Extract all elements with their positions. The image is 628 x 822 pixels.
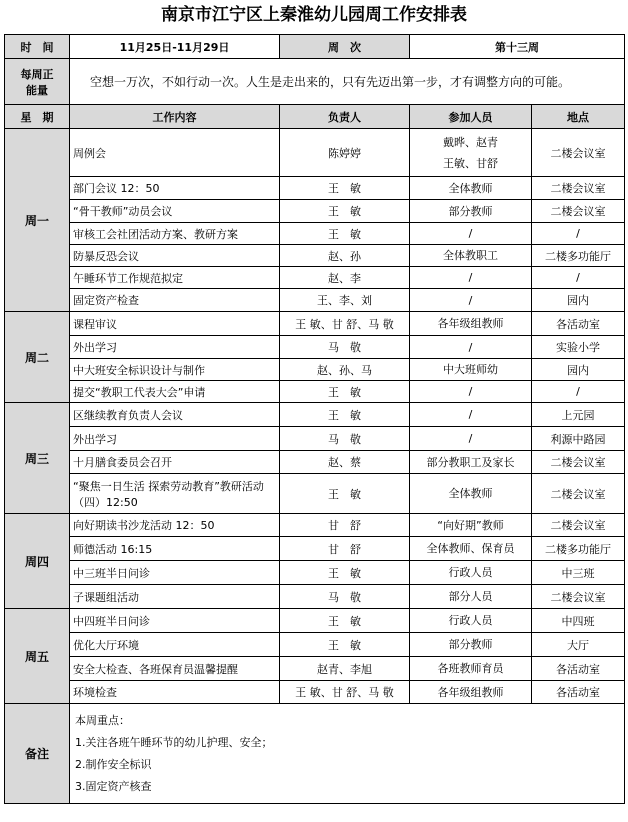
participants-cell — [410, 427, 532, 451]
motto-label-line2: 能量 — [26, 83, 48, 97]
task-cell: 审核工会社团活动方案、教研方案 — [70, 223, 280, 245]
info-row — [5, 35, 625, 59]
task-cell: 中四班半日问诊 — [70, 609, 280, 633]
task-cell: 外出学习 — [70, 427, 280, 451]
owner-cell: 王 敏、甘 舒、马 敬 — [280, 312, 410, 336]
notes-line: 本周重点： — [75, 713, 130, 727]
location-cell: 二楼多功能厅 — [532, 245, 625, 267]
table-row — [5, 427, 625, 451]
participant: / — [468, 271, 473, 284]
participant: 部分教师 — [448, 638, 493, 651]
date-range: 11月25日-11月29日 — [70, 35, 280, 59]
day-label: 周五 — [5, 609, 70, 704]
owner-cell: 王、李、刘 — [280, 289, 410, 312]
location-cell: 二楼会议室 — [532, 200, 625, 223]
table-row — [5, 245, 625, 267]
table-row — [5, 289, 625, 312]
notes-line: 2.制作安全标识 — [75, 757, 152, 771]
task-cell: 防暴反恐会议 — [70, 245, 280, 267]
location-cell: 各活动室 — [532, 681, 625, 704]
participant: 戴晔、赵青 — [443, 135, 498, 149]
participant: / — [468, 385, 473, 398]
location-cell: 二楼会议室 — [532, 177, 625, 200]
participant: / — [468, 432, 473, 445]
location-cell: 二楼会议室 — [532, 474, 625, 514]
owner-cell: 王 敏 — [280, 177, 410, 200]
participants-cell — [410, 514, 532, 537]
notes-line: 1.关注各班午睡环节的幼儿护理、安全； — [75, 735, 273, 749]
participant: 部分教师 — [448, 204, 493, 218]
header-day: 星 期 — [5, 105, 70, 129]
participants-cell — [410, 245, 532, 267]
table-row — [5, 609, 625, 633]
owner-cell: 马 敬 — [280, 336, 410, 359]
table-row — [5, 223, 625, 245]
table-row — [5, 514, 625, 537]
participant: 全体教师、保育员 — [426, 542, 515, 555]
notes-line: 3.固定资产核查 — [75, 779, 152, 793]
location-cell: / — [532, 381, 625, 403]
task-cell: “聚焦一日生活 探索劳动教育”教研活动（四）12:50 — [70, 474, 280, 514]
location-cell: / — [532, 267, 625, 289]
participants-cell — [410, 129, 532, 177]
owner-cell: 王 敏、甘 舒、马 敬 — [280, 681, 410, 704]
task-cell: 部门会议 12：50 — [70, 177, 280, 200]
task-cell: 午睡环节工作规范拟定 — [70, 267, 280, 289]
participant: 全体教师 — [448, 487, 493, 500]
owner-cell: 甘 舒 — [280, 514, 410, 537]
location-cell: 上元园 — [532, 403, 625, 427]
motto-label — [5, 59, 70, 105]
participants-cell — [410, 537, 532, 561]
task-cell: 提交“教职工代表大会”申请 — [70, 381, 280, 403]
task-cell: “骨干教师”动员会议 — [70, 200, 280, 223]
participant: 王敏、甘舒 — [443, 156, 498, 170]
table-row — [5, 336, 625, 359]
owner-cell: 王 敏 — [280, 633, 410, 657]
task-cell: 环境检查 — [70, 681, 280, 704]
motto-label-line1: 每周正 — [20, 67, 54, 81]
table-row — [5, 200, 625, 223]
table-row — [5, 359, 625, 381]
week-value: 第十三周 — [410, 35, 625, 59]
table-row — [5, 561, 625, 585]
participants-cell — [410, 289, 532, 312]
participant: / — [468, 408, 473, 421]
table-row — [5, 403, 625, 427]
location-cell: 二楼会议室 — [532, 129, 625, 177]
participant: 各年级组教师 — [437, 317, 504, 330]
task-cell: 优化大厅环境 — [70, 633, 280, 657]
participant: 部分教职工及家长 — [426, 455, 515, 469]
owner-cell: 王 敏 — [280, 474, 410, 514]
location-cell: 各活动室 — [532, 312, 625, 336]
location-cell: / — [532, 223, 625, 245]
participants-cell — [410, 336, 532, 359]
task-cell: 区继续教育负责人会议 — [70, 403, 280, 427]
task-cell: 外出学习 — [70, 336, 280, 359]
task-cell: 师德活动 16:15 — [70, 537, 280, 561]
owner-cell: 赵、李 — [280, 267, 410, 289]
owner-cell: 陈婷婷 — [280, 129, 410, 177]
participant: 行政人员 — [448, 566, 493, 579]
location-cell: 二楼会议室 — [532, 585, 625, 609]
time-label: 时 间 — [5, 35, 70, 59]
header-task: 工作内容 — [70, 105, 280, 129]
table-row — [5, 451, 625, 474]
location-cell: 二楼会议室 — [532, 514, 625, 537]
table-row — [5, 681, 625, 704]
location-cell: 各活动室 — [532, 657, 625, 681]
day-label: 周一 — [5, 129, 70, 312]
participants-cell — [410, 474, 532, 514]
notes-row — [5, 704, 625, 804]
participants-cell — [410, 451, 532, 474]
participant: / — [468, 293, 473, 307]
table-row — [5, 474, 625, 514]
header-location: 地点 — [532, 105, 625, 129]
table-row — [5, 585, 625, 609]
location-cell: 中四班 — [532, 609, 625, 633]
task-cell: 中大班安全标识设计与制作 — [70, 359, 280, 381]
participant: 行政人员 — [448, 614, 493, 627]
table-row — [5, 177, 625, 200]
task-cell: 课程审议 — [70, 312, 280, 336]
header-row — [5, 105, 625, 129]
owner-cell: 王 敏 — [280, 609, 410, 633]
participant: 全体教师 — [448, 181, 493, 195]
table-row — [5, 381, 625, 403]
motto-row — [5, 59, 625, 105]
participants-cell — [410, 609, 532, 633]
owner-cell: 王 敏 — [280, 381, 410, 403]
day-label: 周三 — [5, 403, 70, 514]
notes-content — [70, 704, 625, 804]
location-cell: 中三班 — [532, 561, 625, 585]
schedule-table — [4, 34, 625, 804]
owner-cell: 马 敬 — [280, 585, 410, 609]
owner-cell: 甘 舒 — [280, 537, 410, 561]
participant: 中大班师幼 — [443, 363, 498, 376]
location-cell: 大厅 — [532, 633, 625, 657]
owner-cell: 王 敏 — [280, 561, 410, 585]
participant: / — [468, 340, 473, 354]
header-participants: 参加人员 — [410, 105, 532, 129]
participants-cell — [410, 633, 532, 657]
participants-cell — [410, 657, 532, 681]
owner-cell: 赵、孙、马 — [280, 359, 410, 381]
task-cell: 固定资产检查 — [70, 289, 280, 312]
owner-cell: 马 敬 — [280, 427, 410, 451]
table-row — [5, 312, 625, 336]
week-label: 周 次 — [280, 35, 410, 59]
location-cell: 实验小学 — [532, 336, 625, 359]
table-row — [5, 129, 625, 177]
task-cell: 十月膳食委员会召开 — [70, 451, 280, 474]
task-cell: 安全大检查、各班保育员温馨提醒 — [70, 657, 280, 681]
participants-cell — [410, 381, 532, 403]
owner-cell: 王 敏 — [280, 200, 410, 223]
day-label: 周二 — [5, 312, 70, 403]
table-row — [5, 537, 625, 561]
task-cell: 向好期读书沙龙活动 12：50 — [70, 514, 280, 537]
participant: 全体教职工 — [443, 249, 498, 262]
participant: / — [468, 227, 473, 240]
task-cell: 子课题组活动 — [70, 585, 280, 609]
owner-cell: 赵、蔡 — [280, 451, 410, 474]
day-label: 周四 — [5, 514, 70, 609]
table-row — [5, 633, 625, 657]
owner-cell: 赵青、李旭 — [280, 657, 410, 681]
participant: 各年级组教师 — [437, 685, 504, 699]
location-cell: 二楼会议室 — [532, 451, 625, 474]
table-row — [5, 657, 625, 681]
motto-text: 空想一万次，不如行动一次。人生是走出来的，只有先迈出第一步，才有调整方向的可能。 — [70, 59, 625, 105]
participants-cell — [410, 200, 532, 223]
owner-cell: 王 敏 — [280, 223, 410, 245]
page-title: 南京市江宁区上秦淮幼儿园周工作安排表 — [161, 5, 467, 25]
participants-cell — [410, 223, 532, 245]
participant: 各班教师育员 — [437, 662, 504, 675]
participant: “向好期”教师 — [437, 518, 504, 532]
owner-cell: 赵、孙 — [280, 245, 410, 267]
participants-cell — [410, 312, 532, 336]
header-owner: 负责人 — [280, 105, 410, 129]
location-cell: 利源中路园 — [532, 427, 625, 451]
participants-cell — [410, 177, 532, 200]
participants-cell — [410, 359, 532, 381]
participants-cell — [410, 267, 532, 289]
location-cell: 二楼多功能厅 — [532, 537, 625, 561]
notes-label: 备注 — [5, 704, 70, 804]
task-cell: 中三班半日问诊 — [70, 561, 280, 585]
participants-cell — [410, 681, 532, 704]
location-cell: 园内 — [532, 359, 625, 381]
participants-cell — [410, 585, 532, 609]
table-row — [5, 267, 625, 289]
participants-cell — [410, 561, 532, 585]
participants-cell — [410, 403, 532, 427]
location-cell: 园内 — [532, 289, 625, 312]
participant: 部分人员 — [448, 590, 493, 603]
task-cell: 周例会 — [70, 129, 280, 177]
owner-cell: 王 敏 — [280, 403, 410, 427]
